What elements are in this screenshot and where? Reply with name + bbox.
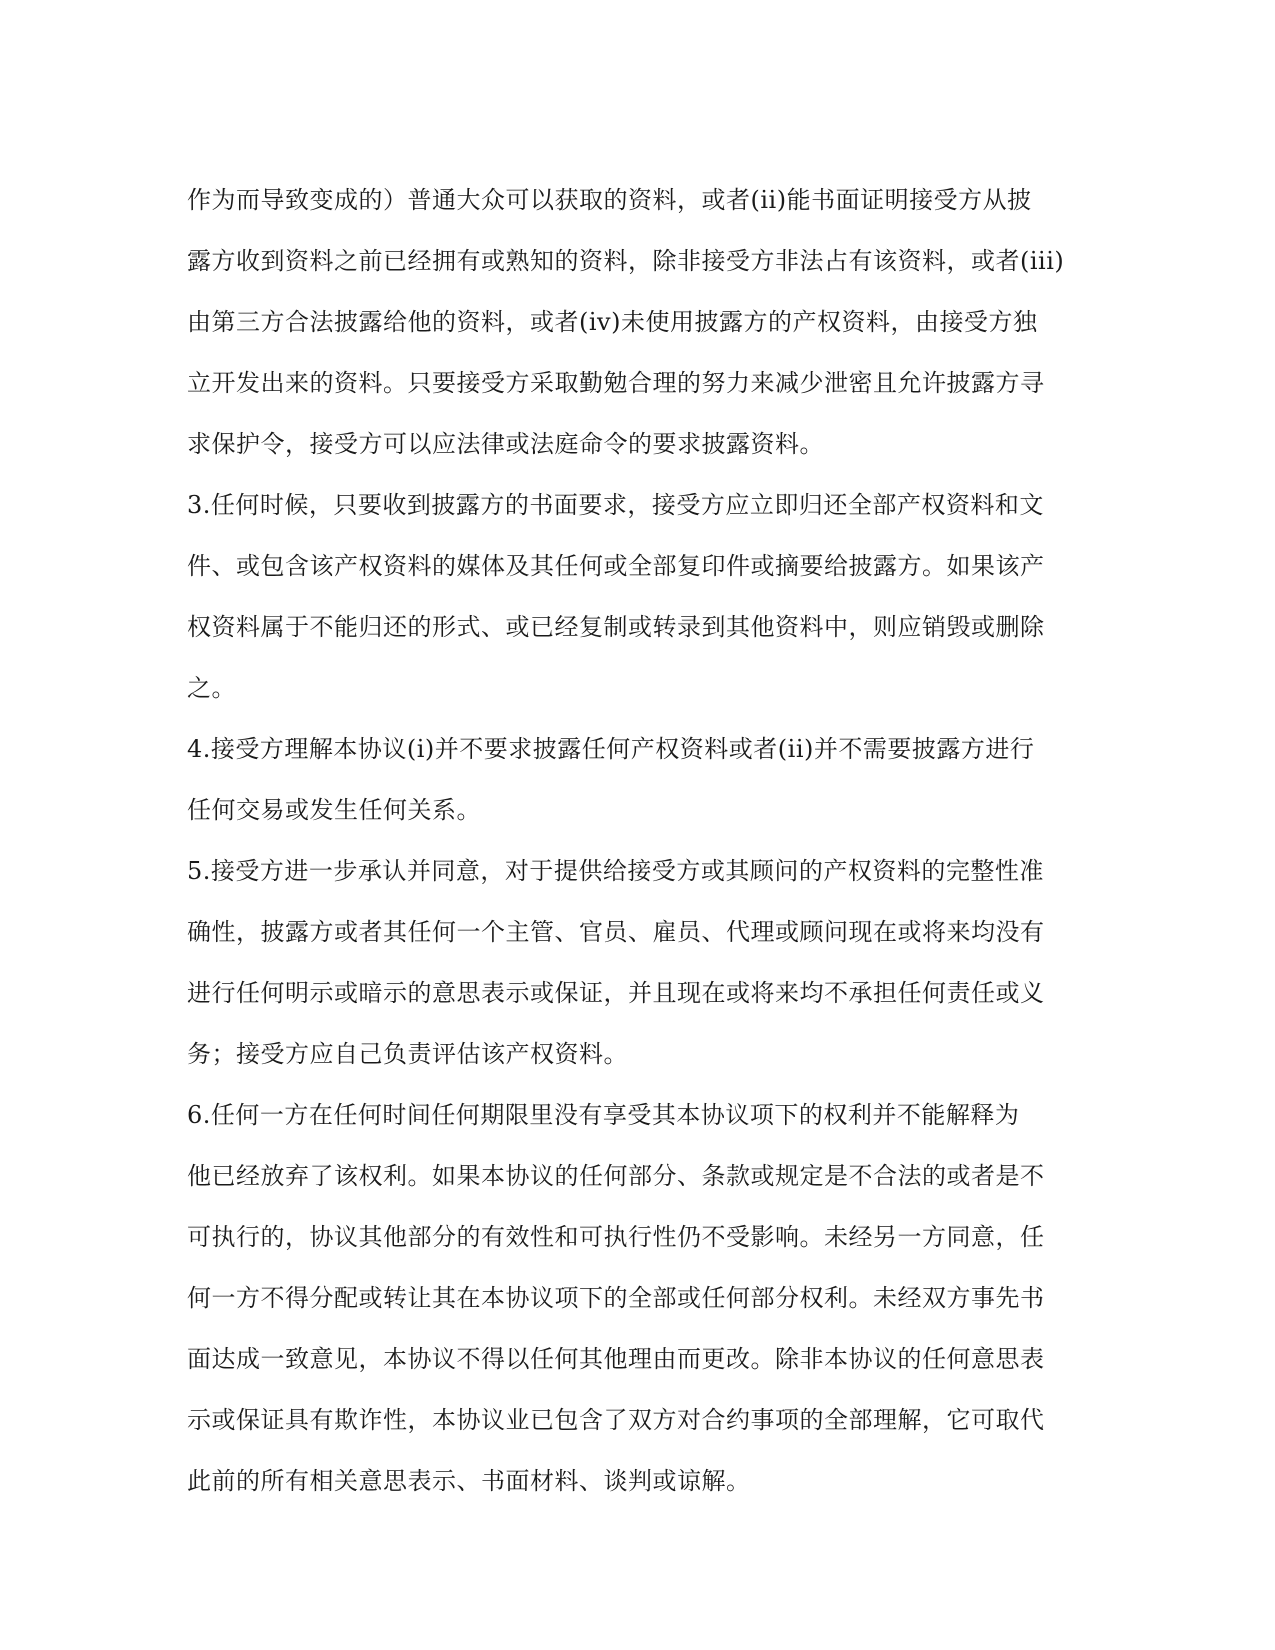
text-line: 面达成一致意见，本协议不得以任何其他理由而更改。除非本协议的任何意思表 — [187, 1345, 1045, 1373]
text-line: 任何交易或发生任何关系。 — [187, 796, 481, 824]
text-line: 立开发出来的资料。只要接受方采取勤勉合理的努力来减少泄密且允许披露方寻 — [187, 369, 1045, 397]
text-line: 确性，披露方或者其任何一个主管、官员、雇员、代理或顾问现在或将来均没有 — [187, 918, 1045, 946]
text-line: 此前的所有相关意思表示、书面材料、谈判或谅解。 — [187, 1467, 751, 1495]
text-line: 作为而导致变成的）普通大众可以获取的资料，或者(ii)能书面证明接受方从披 — [187, 186, 1032, 214]
text-line: 可执行的，协议其他部分的有效性和可执行性仍不受影响。未经另一方同意，任 — [187, 1223, 1045, 1251]
text-line: 他已经放弃了该权利。如果本协议的任何部分、条款或规定是不合法的或者是不 — [187, 1162, 1045, 1190]
clause-4-line: 4.接受方理解本协议(i)并不要求披露任何产权资料或者(ii)并不需要披露方进行 — [187, 735, 1035, 763]
text-line: 示或保证具有欺诈性，本协议业已包含了双方对合约事项的全部理解，它可取代 — [187, 1406, 1045, 1434]
text-line: 由第三方合法披露给他的资料，或者(iv)未使用披露方的产权资料，由接受方独 — [187, 308, 1038, 336]
text-line: 求保护令，接受方可以应法律或法庭命令的要求披露资料。 — [187, 430, 824, 458]
clause-6-line: 6.任何一方在任何时间任何期限里没有享受其本协议项下的权利并不能解释为 — [187, 1101, 1020, 1129]
text-line: 权资料属于不能归还的形式、或已经复制或转录到其他资料中，则应销毁或删除 — [187, 613, 1045, 641]
text-line: 露方收到资料之前已经拥有或熟知的资料，除非接受方非法占有该资料，或者(iii) — [187, 247, 1065, 275]
text-line: 之。 — [187, 674, 236, 702]
document-body — [187, 170, 1087, 1512]
clause-3-line: 3.任何时候，只要收到披露方的书面要求，接受方应立即归还全部产权资料和文 — [187, 491, 1044, 519]
text-line: 务；接受方应自己负责评估该产权资料。 — [187, 1040, 628, 1068]
clause-5-line: 5.接受方进一步承认并同意，对于提供给接受方或其顾问的产权资料的完整性准 — [187, 857, 1044, 885]
text-line: 何一方不得分配或转让其在本协议项下的全部或任何部分权利。未经双方事先书 — [187, 1284, 1045, 1312]
text-line: 进行任何明示或暗示的意思表示或保证，并且现在或将来均不承担任何责任或义 — [187, 979, 1045, 1007]
text-line: 件、或包含该产权资料的媒体及其任何或全部复印件或摘要给披露方。如果该产 — [187, 552, 1045, 580]
